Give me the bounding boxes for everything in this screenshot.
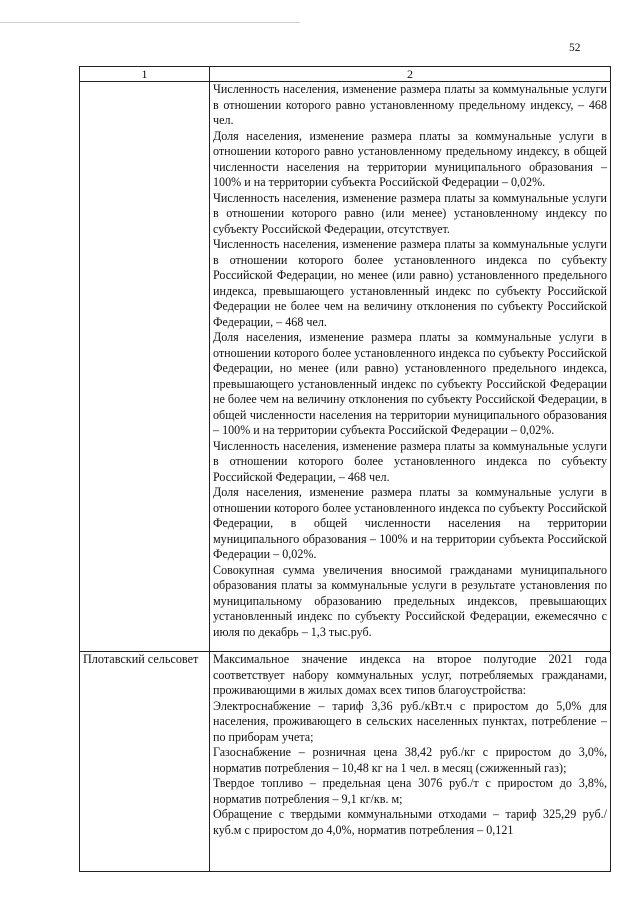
content-cell <box>210 652 611 872</box>
paragraph: Численность населения, изменение размера платы за коммунальные услуги в отношении которого равно (или менее) установленному индексу по субъекту Российской Федерации, отсутствует. <box>213 190 607 236</box>
paragraph: Численность населения, изменение размера платы за коммунальные услуги в отношении которого равно установленному предельному индексу, – 468 чел. <box>213 82 607 127</box>
table-header-row <box>80 67 611 82</box>
paragraph: Совокупная сумма увеличения вносимой гражданами муниципального образования платы за коммунальные услуги в результате установления по муниципальному образованию предельных индексов, превышающих установленный индекс по субъекту Российской Федерации, ежемесячно с июля по декабрь – 1,3 тыс.руб. <box>213 562 607 639</box>
paragraph: Обращение с твердыми коммунальными отходами – тариф 325,29 руб./куб.м с приростом до 4,0%, норматив потребления – 0,121 <box>213 807 607 837</box>
paragraph: Доля населения, изменение размера платы за коммунальные услуги в отношении которого более установленного индекса по субъекту Российской Федерации, в общей численности населения на территории муниципального образования – 100% и на территории субъекта Российской Федерации – 0,02%. <box>213 485 607 561</box>
paragraph: Твердое топливо – предельная цена 3076 руб./т с приростом до 3,8%, норматив потребления – 9,1 кг/кв. м; <box>213 776 607 806</box>
region-cell <box>80 82 210 652</box>
table-row <box>80 82 611 652</box>
paragraph: Численность населения, изменение размера платы за коммунальные услуги в отношении которого более установленного индекса по субъекту Российской Федерации, но менее (или равно) установленного предельного индекса, превышающего установленный индекс по субъекту Российской Федерации не более чем на величину отклонения по субъекту Российской Федерации, – 468 чел. <box>213 237 607 329</box>
paragraph: Доля населения, изменение размера платы за коммунальные услуги в отношении которого равно установленному предельному индексу, в общей численности населения на территории муниципального образования – 100% и на территории субъекта Российской Федерации – 0,02%. <box>213 128 607 189</box>
content-cell <box>210 82 611 652</box>
paragraph: Газоснабжение – розничная цена 38,42 руб./кг с приростом до 3,0%, норматив потребления – 10,48 кг на 1 чел. в месяц (сжиженный газ); <box>213 745 607 775</box>
page-number: 52 <box>569 42 581 54</box>
paragraph: Доля населения, изменение размера платы за коммунальные услуги в отношении которого более установленного индекса по субъекту Российской Федерации, но менее (или равно) установленного предельного индекса, превышающего установленный индекс по субъекту Российской Федерации не более чем на величину отклонения по субъекту Российской Федерации, в общей численности населения на территории муниципального образования – 100% и на территории субъекта Российской Федерации – 0,02%. <box>213 330 607 437</box>
column-header-2: 2 <box>210 67 611 82</box>
paragraph: Электроснабжение – тариф 3,36 руб./кВт.ч с приростом до 5,0% для населения, проживающего в сельских населенных пунктах, потребление – по приборам учета; <box>213 698 607 744</box>
document-table <box>79 66 611 872</box>
column-header-1: 1 <box>80 67 210 82</box>
region-cell: Плотавский сельсовет <box>80 652 210 872</box>
table-row <box>80 652 611 872</box>
paragraph: Численность населения, изменение размера платы за коммунальные услуги в отношении которого более установленного индекса по субъекту Российской Федерации, – 468 чел. <box>213 438 607 484</box>
scan-artifact-line <box>0 22 300 23</box>
paragraph: Максимальное значение индекса на второе полугодие 2021 года соответствует набору коммунальных услуг, потребляемых гражданами, проживающими в жилых домах всех типов благоустройства: <box>213 652 607 697</box>
